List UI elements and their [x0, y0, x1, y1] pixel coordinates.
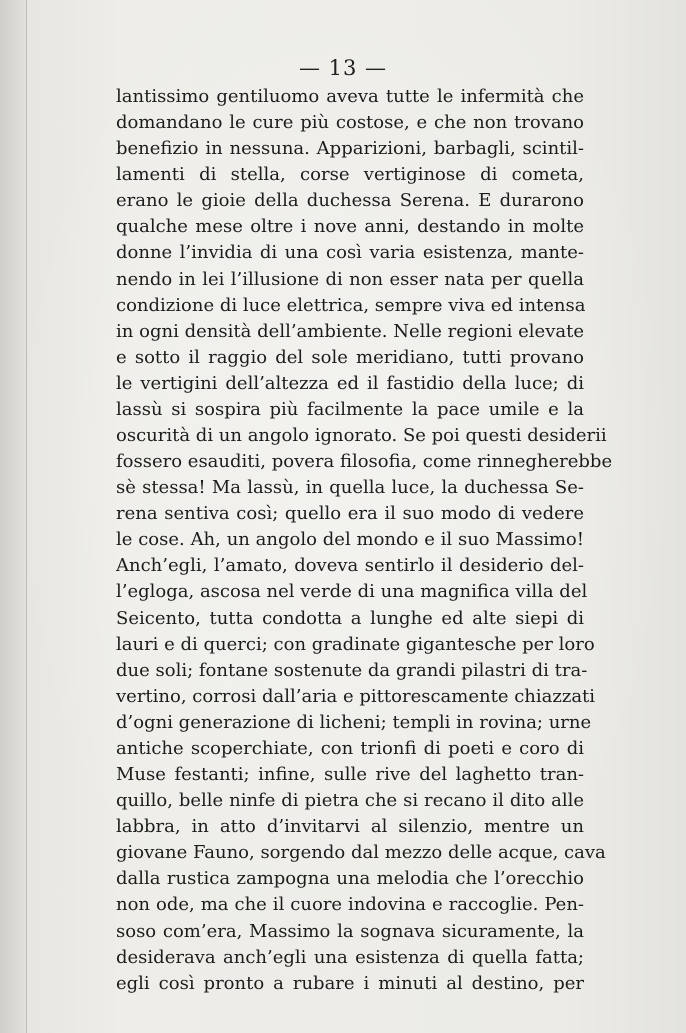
text-line: oscurità di un angolo ignorato. Se poi questi desiderii [116, 425, 607, 447]
text-line: labbra, in atto d’invitarvi al silenzio, mentre un [116, 816, 584, 838]
text-line: domandano le cure più costose, e che non trovano [116, 112, 584, 134]
text-line: non ode, ma che il cuore indovina e raccoglie. Pen- [116, 894, 584, 916]
text-line: soso com’era, Massimo la sognava sicuramente, la [116, 920, 584, 942]
text-line: quillo, belle ninfe di pietra che si recano il dito alle [116, 790, 584, 812]
text-line: erano le gioie della duchessa Serena. E durarono [116, 190, 584, 212]
text-line: l’egloga, ascosa nel verde di una magnifica villa del [116, 581, 588, 603]
text-line: lamenti di stella, corse vertiginose di cometa, [116, 164, 584, 186]
text-line: donne l’invidia di una così varia esistenza, mante- [116, 242, 584, 264]
text-line: d’ogni generazione di licheni; templi in rovina; urne [116, 711, 592, 733]
text-line: rena sentiva così; quello era il suo modo di vedere [116, 503, 584, 525]
page-number: — 13 — [298, 56, 388, 80]
text-line: sè stessa! Ma lassù, in quella luce, la duchessa Se- [116, 477, 584, 499]
text-line: desiderava anch’egli una esistenza di quella fatta; [116, 946, 584, 968]
text-line: giovane Fauno, sorgendo dal mezzo delle acque, cava [116, 842, 606, 864]
text-line: in ogni densità dell’ambiente. Nelle regioni elevate [116, 320, 584, 342]
text-line: benefizio in nessuna. Apparizioni, barbagli, scintil- [116, 138, 584, 160]
text-line: Muse festanti; infine, sulle rive del laghetto tran- [116, 764, 584, 786]
text-line: Anch’egli, l’amato, doveva sentirlo il desiderio del- [116, 555, 584, 577]
text-line: qualche mese oltre i nove anni, destando in molte [116, 216, 584, 238]
text-line: vertino, corrosi dall’aria e pittorescamente chiazzati [116, 685, 596, 707]
text-line: lauri e di querci; con gradinate gigantesche per loro [116, 633, 595, 655]
text-line: le cose. Ah, un angolo del mondo e il suo Massimo! [116, 529, 584, 551]
page-gutter [0, 0, 27, 1033]
text-line: Seicento, tutta condotta a lunghe ed alte siepi di [116, 607, 584, 629]
text-line: lassù si sospira più facilmente la pace umile e la [116, 398, 584, 420]
text-line: e sotto il raggio del sole meridiano, tutti provano [116, 346, 584, 368]
text-line: antiche scoperchiate, con trionfi di poeti e coro di [116, 737, 584, 759]
text-line: nendo in lei l’illusione di non esser nata per quella [116, 268, 584, 290]
text-line: fossero esauditi, povera filosofia, come rinnegherebbe [116, 451, 613, 473]
text-line: condizione di luce elettrica, sempre viva ed intensa [116, 294, 586, 316]
text-line: egli così pronto a rubare i minuti al destino, per [116, 972, 584, 994]
body-text [116, 84, 613, 997]
text-line: dalla rustica zampogna una melodia che l’orecchio [116, 868, 584, 890]
text-line: le vertigini dell’altezza ed il fastidio della luce; di [116, 372, 584, 394]
text-line: due soli; fontane sostenute da grandi pilastri di tra- [116, 659, 588, 681]
text-line: lantissimo gentiluomo aveva tutte le infermità che [116, 86, 584, 107]
